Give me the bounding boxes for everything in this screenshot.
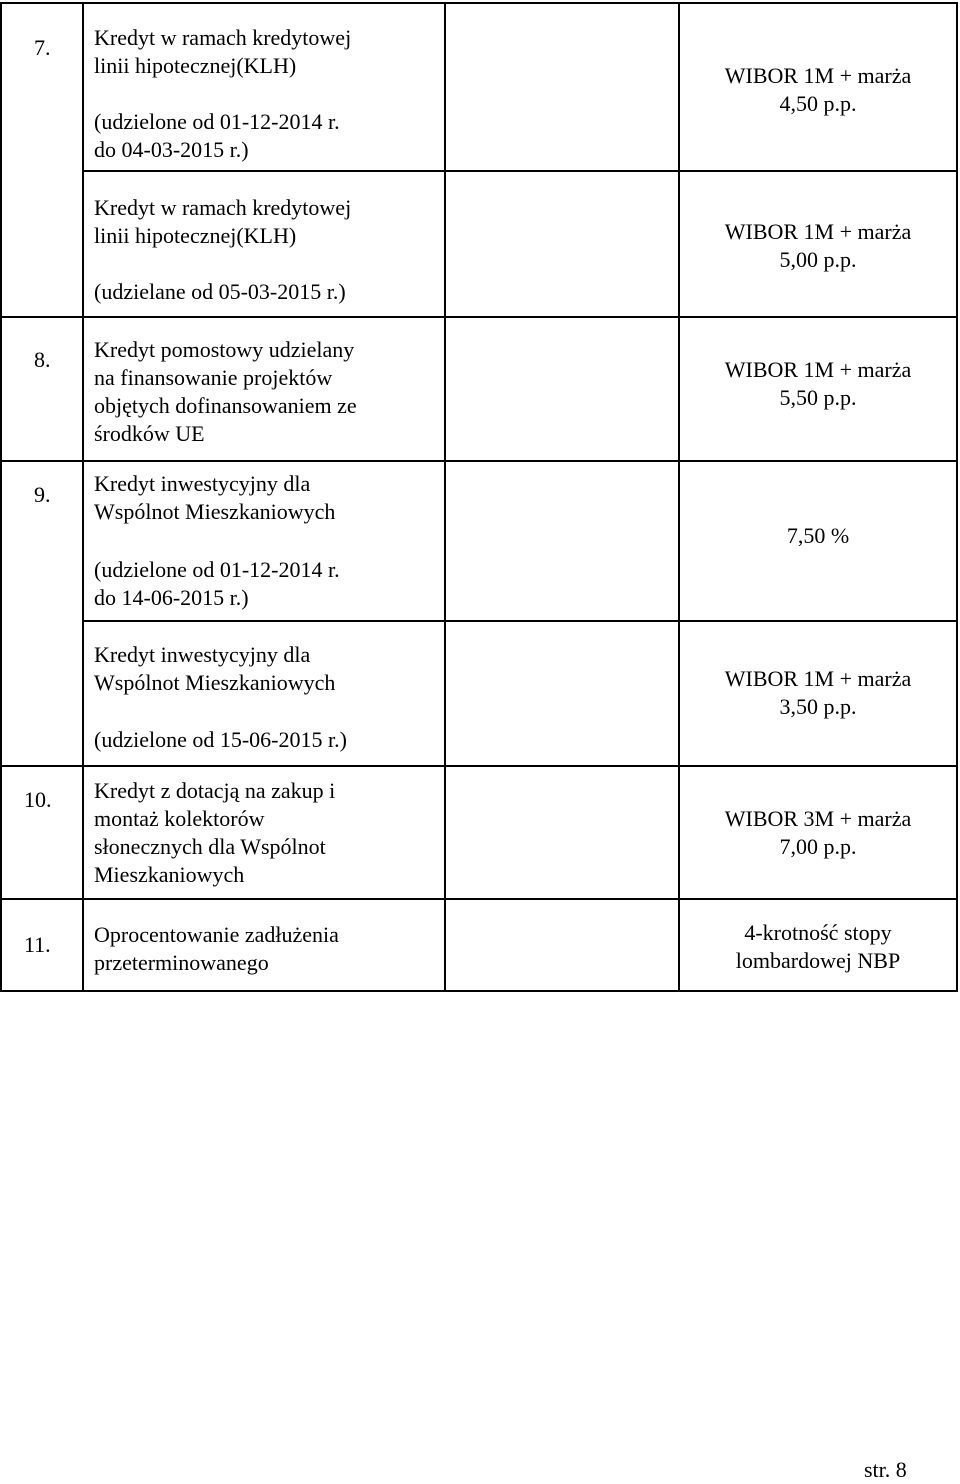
- row-divider: [0, 316, 958, 318]
- loan-description: Kredyt z dotacją na zakup i montaż kolektorów słonecznych dla Wspólnot Mieszkaniowych: [94, 778, 336, 887]
- loan-period: (udzielone od 15-06-2015 r.): [94, 727, 347, 752]
- row-divider: [0, 460, 958, 462]
- loan-period: (udzielone od 01-12-2014 r. do 04-03-2015 r.): [94, 109, 340, 162]
- column-divider: [444, 2, 446, 992]
- table-border-top: [0, 2, 958, 4]
- loan-description: Oprocentowanie zadłużenia przeterminowanego: [94, 922, 339, 975]
- loan-description: Kredyt w ramach kredytowej linii hipotecznej(KLH): [94, 25, 352, 78]
- interest-rate: WIBOR 1M + marża 5,50 p.p.: [724, 357, 912, 410]
- interest-rate: 4-krotność stopy lombardowej NBP: [735, 920, 901, 973]
- interest-rate: WIBOR 1M + marża 3,50 p.p.: [724, 666, 912, 719]
- table-border-right: [956, 2, 958, 992]
- loan-description: Kredyt w ramach kredytowej linii hipotecznej(KLH): [94, 195, 352, 248]
- table-border-left: [0, 2, 2, 992]
- interest-rate: WIBOR 1M + marża 4,50 p.p.: [724, 63, 912, 116]
- interest-rate-table: 7. Kredyt w ramach kredytowej linii hipotecznej(KLH) (udzielone od 01-12-2014 r. do 04-03-2015 r.) WIBOR 1M + marża 4,50 p.p. Kredyt w ramach kredytowej linii hipotecznej(KLH) (udzielane od 05-03-2015 r.) WIBOR 1M + marża 5,00 p.p. 8. Kredyt pomostowy udzielany na finansowanie projektów objętych dofinansowaniem ze środków UE WIBOR 1M + marża 5,50 p.p. 9. Kredyt inwestycyjny dla Wspólnot Mieszkaniowych (udzielone od 01-12-2014 r. do 14-06-2015 r.) 7,50 % Kredyt inwestycyjny dla Wspólnot Mieszkaniowych (udzielone od 15-06-2015 r.) WIBOR 1M + marża 3,50 p.p. 10. Kredyt z dotacją na zakup i montaż kolektorów słonecznych dla Wspólnot Mieszkaniowych WIBOR 3M + marża 7,00 p.p. 11. Oprocentowanie zadłużenia przeterminowanego 4-krotność stopy lombardowej NBP: [0, 0, 960, 993]
- loan-period: (udzielone od 01-12-2014 r. do 14-06-2015 r.): [94, 557, 340, 610]
- loan-period: (udzielane od 05-03-2015 r.): [94, 279, 346, 304]
- sub-row-divider: [82, 620, 958, 622]
- column-divider: [82, 2, 84, 992]
- interest-rate: 7,50 %: [786, 523, 850, 548]
- page-number: str. 8: [864, 1457, 907, 1482]
- loan-description: Kredyt inwestycyjny dla Wspólnot Mieszkaniowych: [94, 471, 336, 524]
- interest-rate: WIBOR 3M + marża 7,00 p.p.: [724, 806, 912, 859]
- loan-description: Kredyt inwestycyjny dla Wspólnot Mieszkaniowych: [94, 642, 336, 695]
- loan-description: Kredyt pomostowy udzielany na finansowanie projektów objętych dofinansowaniem ze środków UE: [94, 337, 357, 446]
- sub-row-divider: [82, 170, 958, 172]
- row-divider: [0, 765, 958, 767]
- row-divider: [0, 898, 958, 900]
- interest-rate: WIBOR 1M + marża 5,00 p.p.: [724, 219, 912, 272]
- table-border-bottom: [0, 990, 958, 992]
